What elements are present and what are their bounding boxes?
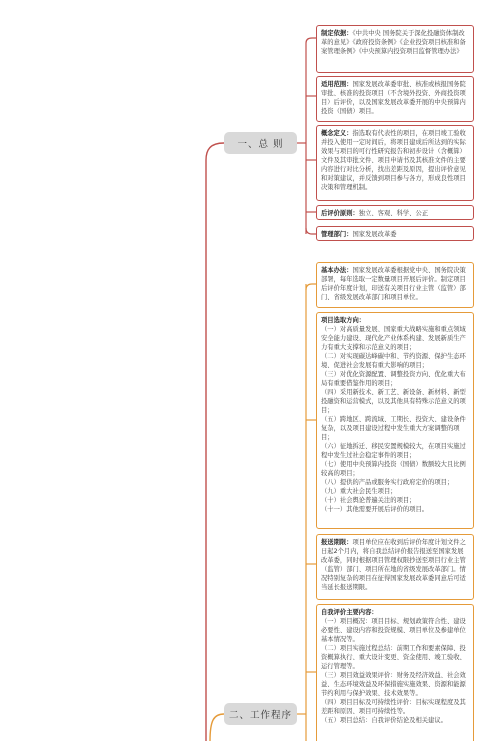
direction-item-4: （四）采用新技术、新工艺、新设备、新材料、新型投融资和运营模式，以及其他具有特殊示范意义的项目； [321, 389, 466, 414]
direction-item-5: （五）跨地区、跨流域、工期长、投资大、建设条件复杂，以及项目建设过程中发生重大方案调整的项目； [321, 416, 466, 441]
card-title: 基本办法： [321, 267, 353, 274]
connector-branch-1-c5 [306, 228, 316, 234]
card-title: 制定依据： [321, 30, 353, 37]
self-eval-item-5: （五）项目总结：自我评价结论及相关建议。 [321, 717, 447, 724]
direction-item-2: （二）对实现碳达峰碳中和、节约资源、保护生态环境、促进社会发展有重大影响的项目； [321, 353, 466, 369]
card-basic-method [316, 262, 474, 308]
direction-item-1: （一）对高质量发展、国家重大战略实施和重点领域安全能力建设、现代化产业体系构建、发展新质生产力有重大支撑和示范意义的项目； [321, 326, 466, 351]
branch-node-procedure[interactable]: 二、工作程序 [224, 703, 297, 725]
card-self-evaluation [316, 604, 474, 741]
self-eval-item-2: （二）项目实施过程总结：前期工作和要素保障、投资概算执行、重大设计变更、资金使用、竣工验收、运行管理等。 [321, 645, 466, 670]
card-selection-direction [316, 312, 474, 529]
direction-item-11: （十一）其他需要开展后评价的项目。 [321, 506, 429, 513]
card-title: 概念定义： [321, 130, 353, 137]
card-title: 后评价原则： [321, 210, 359, 217]
connector-branch-1-trunk [206, 143, 224, 741]
card-basis [316, 25, 474, 73]
connector-branch-2-trunk [210, 714, 224, 741]
connector-branch-1-c1 [306, 38, 316, 43]
direction-item-8: （八）提供的产品或服务实行政府定价的项目； [321, 479, 454, 486]
branch-node-general-provisions[interactable]: 一、总 则 [224, 132, 297, 154]
connector-branch-2-c1 [306, 284, 316, 290]
self-eval-item-3: （三）项目效益效果评价：财务及经济效益、社会效益、生态环境效益及环保措施实施效果、资源和能源节约利用与保护效果、技术效果等。 [321, 672, 466, 697]
card-authority [316, 226, 474, 241]
card-text: 项目单位应在收到后评价年度计划文件之日起2个月内，将自我总结评价报告报送至国家发展改革委，同时根据项目管理权限抄送至项目行业主管（监管）部门、项目所在地的省级发展改革部门。情况特别复杂的项目在征得国家发展改革委同意后可适当延长报送期限。 [321, 539, 466, 591]
card-text: 指选取有代表性的项目，在项目竣工验收并投入使用一定时间后，将项目建成后所达到的实际效果与项目的可行性研究报告和初步设计（含概算）文件及其审批文件、项目申请书及其核准文件的主要内容进行对比分析，找出差距及原因，提出评价意见和对策建议，并反馈到项目参与各方，形成良性项目决策和管理机制。 [321, 130, 466, 191]
direction-item-7: （七）使用中央预算内投资（国债）数额较大且比例较高的项目； [321, 461, 466, 477]
direction-item-10: （十）社会舆论普遍关注的项目； [321, 497, 416, 504]
card-title: 报送期限： [321, 539, 353, 546]
card-definition [316, 125, 474, 201]
card-text: 国家发展改革委根据党中央、国务院决策部署，每年选取一定数量项目开展后评价。制定项目后评价年度计划，印送有关项目行业主管（监管）部门、省级发展改革部门和项目单位。 [321, 267, 466, 301]
direction-item-9: （九）重大社会民生项目； [321, 488, 397, 495]
direction-item-6: （六）征地拆迁、移民安置规模较大，在项目实施过程中发生过社会稳定事件的项目； [321, 443, 466, 459]
card-title: 管理部门： [321, 231, 353, 238]
card-text: 国家发展改革委 [352, 231, 397, 238]
card-scope [316, 76, 474, 122]
card-text: 《中共中央 国务院关于深化投融资体制改革的意见》《政府投资条例》《企业投资项目核准和备案管理条例》《中央预算内投资项目监督管理办法》 [321, 30, 466, 55]
card-text: 国家发展改革委审批、核准或核报国务院审批、核准的投资项目（不含境外投资、外商投资项目）后评价，以及国家发展改革委开展的中央预算内投资（国债）项目。 [321, 81, 466, 115]
card-title: 项目选取方向： [321, 317, 366, 324]
card-submission-deadline [316, 534, 474, 600]
self-eval-item-4: （四）项目目标及可持续性评价：目标实现程度及其差距和原因、项目可持续性等。 [321, 699, 466, 715]
card-text: 独立、客观、科学、公正 [358, 210, 429, 217]
card-principles [316, 205, 474, 220]
self-eval-item-1: （一）项目概况：项目目标、规划政策符合性、建设必要性、建设内容和投资规模、项目单位及参建单位基本情况等。 [321, 618, 466, 643]
card-title: 自我评价主要内容： [321, 609, 378, 616]
card-title: 适用范围： [321, 81, 353, 88]
direction-item-3: （三）对优化资源配置、调整投资方向、优化重大布局有重要借鉴作用的项目； [321, 371, 466, 387]
